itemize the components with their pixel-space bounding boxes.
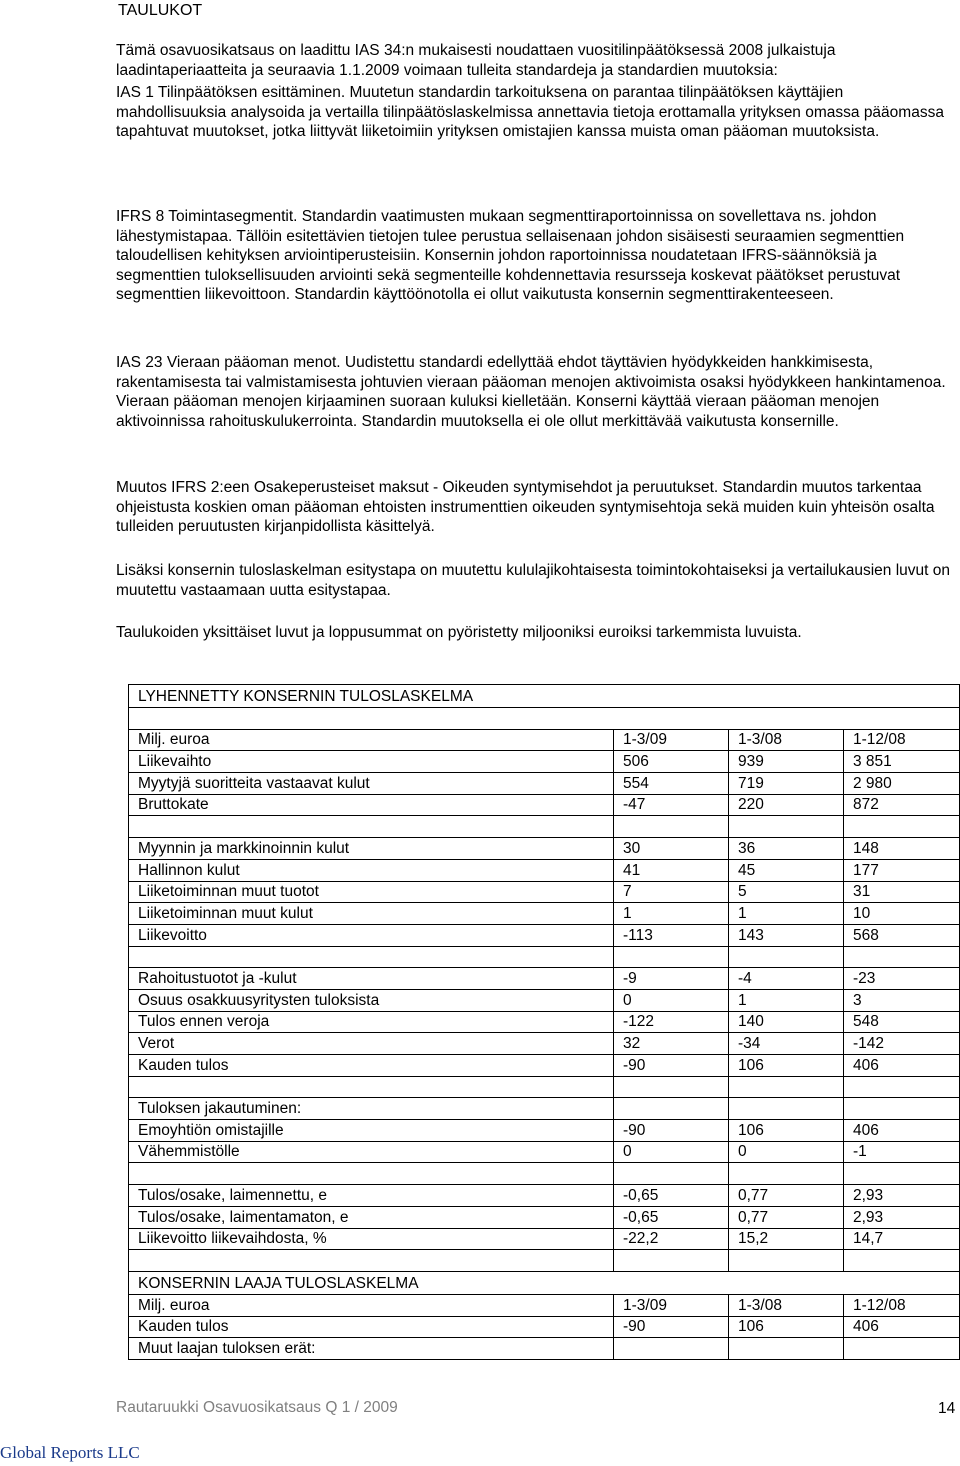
income-statement-row	[129, 1185, 960, 1207]
col-1-3-09: -90	[614, 1055, 729, 1077]
col-1-3-08	[729, 1163, 844, 1185]
col-1-12-08: 406	[844, 1120, 960, 1142]
comprehensive-statement-header	[129, 1294, 960, 1316]
income-statement-row	[129, 859, 960, 881]
income-statement-header	[129, 729, 960, 751]
brand-watermark: Global Reports LLC	[0, 1443, 140, 1462]
col-1-12-08: 1-12/08	[844, 729, 960, 751]
income-statement-row	[129, 946, 960, 968]
row-label: Muut laajan tuloksen erät:	[129, 1338, 614, 1360]
comprehensive-statement-title-text: KONSERNIN LAAJA TULOSLASKELMA	[129, 1271, 960, 1294]
page-heading: TAULUKOT	[118, 2, 203, 19]
col-1-3-09	[614, 1098, 729, 1120]
col-1-3-09: -47	[614, 794, 729, 816]
income-statement-row	[129, 924, 960, 946]
row-label: Rahoitustuotot ja -kulut	[129, 968, 614, 990]
income-statement-row	[129, 751, 960, 773]
row-label: Vähemmistölle	[129, 1141, 614, 1163]
row-label: Emoyhtiön omistajille	[129, 1120, 614, 1142]
spacer-row	[129, 708, 960, 730]
row-label: Liiketoiminnan muut kulut	[129, 903, 614, 925]
row-label: Tulos ennen veroja	[129, 1011, 614, 1033]
col-1-12-08: -23	[844, 968, 960, 990]
ifrs8-paragraph: IFRS 8 Toimintasegmentit. Standardin vaatimusten mukaan segmenttiraportoinnissa on sovellettava ns. johdon lähestymistapaa. Tällöin esitettävien tietojen tulee perustua sellaisenaan johdon sisäisesti seuraamien segmenttien taloudellisen kehityksen arviointiperusteisiin. Konsernin johdon raportoinnissa noudatetaan IFRS-säännöksiä ja segmenttien tuloksellisuuden arviointi sekä segmenteille kohdennettavia resursseja koskevat päätökset perustuvat segmenttien liikevoittoon. Standardin käyttöönotolla ei ollut vaikutusta konsernin segmenttirakenteeseen.	[116, 208, 905, 304]
income-statement-row	[129, 881, 960, 903]
row-label: Myynnin ja markkinoinnin kulut	[129, 838, 614, 860]
col-1-3-09: -9	[614, 968, 729, 990]
col-1-3-09: -113	[614, 924, 729, 946]
income-statement-title	[129, 685, 960, 708]
col-1-3-08: 1-3/08	[729, 1294, 844, 1316]
row-label	[129, 1163, 614, 1185]
col-1-3-08: 15,2	[729, 1228, 844, 1250]
income-statement-row	[129, 838, 960, 860]
col-1-12-08: 3	[844, 989, 960, 1011]
income-statement-row	[129, 1250, 960, 1272]
col-1-3-09: -122	[614, 1011, 729, 1033]
col-1-3-09: 1-3/09	[614, 729, 729, 751]
income-statement-row	[129, 1011, 960, 1033]
col-1-12-08	[844, 1098, 960, 1120]
col-1-3-09: 1-3/09	[614, 1294, 729, 1316]
col-1-12-08: 568	[844, 924, 960, 946]
col-1-3-08: 719	[729, 773, 844, 795]
income-statement-row	[129, 1163, 960, 1185]
col-1-12-08	[844, 1338, 960, 1360]
col-1-12-08	[844, 1250, 960, 1272]
rounding-paragraph: Taulukoiden yksittäiset luvut ja loppusummat on pyöristetty miljooniksi euroiksi tarkemmista luvuista.	[116, 624, 802, 641]
presentation-change-paragraph: Lisäksi konsernin tuloslaskelman esitystapa on muutettu kululajikohtaisesta toimintokohtaiseksi ja vertailukausien luvut on muutettu vastaamaan uutta esitystapaa.	[116, 562, 950, 599]
income-statement-row	[129, 1098, 960, 1120]
col-1-3-08: 0,77	[729, 1185, 844, 1207]
col-1-3-09: -90	[614, 1120, 729, 1142]
col-1-12-08: 10	[844, 903, 960, 925]
col-1-3-09: 554	[614, 773, 729, 795]
col-1-3-08: 0,77	[729, 1206, 844, 1228]
col-1-3-08: 106	[729, 1120, 844, 1142]
row-label: Bruttokate	[129, 794, 614, 816]
col-1-3-08: 939	[729, 751, 844, 773]
col-1-12-08	[844, 816, 960, 838]
col-1-3-08	[729, 946, 844, 968]
col-1-3-09: 1	[614, 903, 729, 925]
row-label: Tulos/osake, laimennettu, e	[129, 1185, 614, 1207]
col-1-3-08	[729, 816, 844, 838]
col-1-3-09	[614, 946, 729, 968]
col-1-3-09	[614, 1338, 729, 1360]
income-statement-title-text: LYHENNETTY KONSERNIN TULOSLASKELMA	[129, 685, 960, 708]
col-1-12-08: 31	[844, 881, 960, 903]
income-statement-row	[129, 1228, 960, 1250]
row-label: Liikevoitto liikevaihdosta, %	[129, 1228, 614, 1250]
col-1-3-09: 30	[614, 838, 729, 860]
col-1-3-09: 0	[614, 989, 729, 1011]
col-1-3-08	[729, 1250, 844, 1272]
income-statement-row	[129, 1141, 960, 1163]
row-label: Milj. euroa	[129, 729, 614, 751]
col-1-12-08	[844, 1163, 960, 1185]
income-statement-row	[129, 1076, 960, 1098]
col-1-3-08: -4	[729, 968, 844, 990]
col-1-3-09	[614, 1250, 729, 1272]
col-1-3-08: 45	[729, 859, 844, 881]
col-1-3-09: 7	[614, 881, 729, 903]
col-1-12-08: 872	[844, 794, 960, 816]
col-1-3-09	[614, 1163, 729, 1185]
comprehensive-statement-row	[129, 1316, 960, 1338]
col-1-3-08: 220	[729, 794, 844, 816]
col-1-3-09: -0,65	[614, 1185, 729, 1207]
col-1-12-08: 2,93	[844, 1185, 960, 1207]
row-label: Myytyjä suoritteita vastaavat kulut	[129, 773, 614, 795]
col-1-3-09: 41	[614, 859, 729, 881]
income-statement-row	[129, 1120, 960, 1142]
col-1-12-08: 3 851	[844, 751, 960, 773]
col-1-3-08	[729, 1076, 844, 1098]
financial-tables	[128, 684, 960, 1360]
row-label: Kauden tulos	[129, 1316, 614, 1338]
col-1-3-08: 140	[729, 1011, 844, 1033]
col-1-3-08: 1	[729, 989, 844, 1011]
row-label: Tuloksen jakautuminen:	[129, 1098, 614, 1120]
col-1-3-08: -34	[729, 1033, 844, 1055]
row-label: Liiketoiminnan muut tuotot	[129, 881, 614, 903]
footer-page-number: 14	[938, 1400, 956, 1417]
col-1-3-09: 32	[614, 1033, 729, 1055]
row-label: Milj. euroa	[129, 1294, 614, 1316]
ias23-paragraph: IAS 23 Vieraan pääoman menot. Uudistettu standardi edellyttää ehdot täyttävien hyödykkeiden hankkimisesta, rakentamisesta tai valmistamisesta johtuvien vieraan pääoman menojen aktivoimista osaksi hyödykkeen hankintamenoa. Vieraan pääoman menojen kirjaaminen suoraan kuluksi kielletään. Konserni käyttää vieraan pääoman menojen aktivoinnissa rahoituskulukerrointa. Standardin muutoksella ei ole ollut merkittävää vaikutusta konsernille.	[116, 354, 946, 430]
col-1-3-09: -0,65	[614, 1206, 729, 1228]
spacer-cell	[129, 708, 960, 730]
comprehensive-statement-title	[129, 1271, 960, 1294]
income-statement-row	[129, 794, 960, 816]
row-label: Hallinnon kulut	[129, 859, 614, 881]
income-statement-row	[129, 1206, 960, 1228]
col-1-12-08: 548	[844, 1011, 960, 1033]
income-statement-row	[129, 773, 960, 795]
row-label	[129, 1076, 614, 1098]
col-1-3-09: 0	[614, 1141, 729, 1163]
income-statement-row	[129, 1055, 960, 1077]
comprehensive-statement-row	[129, 1338, 960, 1360]
col-1-12-08	[844, 1076, 960, 1098]
col-1-12-08: -142	[844, 1033, 960, 1055]
col-1-12-08: 406	[844, 1055, 960, 1077]
income-statement-row	[129, 903, 960, 925]
footer-report-name: Rautaruukki Osavuosikatsaus Q 1 / 2009	[116, 1399, 398, 1416]
col-1-12-08: 406	[844, 1316, 960, 1338]
col-1-12-08	[844, 946, 960, 968]
ifrs2-paragraph: Muutos IFRS 2:een Osakeperusteiset maksut - Oikeuden syntymisehdot ja peruutukset. Standardin muutos tarkentaa ohjeistusta koskien oman pääoman ehtoisten instrumenttien oikeuden syntymisehtoja sekä muiden kuin yhteisön osalta tulleiden peruutusten kirjanpidollista käsittelyä.	[116, 479, 935, 536]
col-1-3-08	[729, 1098, 844, 1120]
col-1-3-08: 0	[729, 1141, 844, 1163]
col-1-12-08: 2 980	[844, 773, 960, 795]
row-label	[129, 946, 614, 968]
col-1-3-09	[614, 1076, 729, 1098]
row-label: Osuus osakkuusyritysten tuloksista	[129, 989, 614, 1011]
ias1-paragraph: IAS 1 Tilinpäätöksen esittäminen. Muutetun standardin tarkoituksena on parantaa tilinpäätöksen käyttäjien mahdollisuuksia analysoida ja vertailla tilinpäätöslaskelmissa annettavia tietoja erottamalla yrityksen omassa pääomassa tapahtuvat muutokset, jotka liittyvät liiketoimiin yrityksen omistajien kanssa muista oman pääoman muutoksista.	[116, 84, 944, 141]
col-1-12-08: 148	[844, 838, 960, 860]
col-1-3-08: 36	[729, 838, 844, 860]
row-label: Tulos/osake, laimentamaton, e	[129, 1206, 614, 1228]
col-1-3-08: 1-3/08	[729, 729, 844, 751]
income-statement-row	[129, 1033, 960, 1055]
col-1-12-08: 14,7	[844, 1228, 960, 1250]
col-1-3-09: -90	[614, 1316, 729, 1338]
col-1-12-08: 2,93	[844, 1206, 960, 1228]
col-1-12-08: 1-12/08	[844, 1294, 960, 1316]
col-1-3-08: 5	[729, 881, 844, 903]
col-1-12-08: -1	[844, 1141, 960, 1163]
col-1-3-08: 106	[729, 1055, 844, 1077]
col-1-12-08: 177	[844, 859, 960, 881]
row-label: Kauden tulos	[129, 1055, 614, 1077]
col-1-3-09	[614, 816, 729, 838]
row-label: Verot	[129, 1033, 614, 1055]
col-1-3-09: 506	[614, 751, 729, 773]
income-statement-row	[129, 968, 960, 990]
row-label: Liikevaihto	[129, 751, 614, 773]
col-1-3-08	[729, 1338, 844, 1360]
intro-paragraph: Tämä osavuosikatsaus on laadittu IAS 34:n mukaisesti noudattaen vuositilinpäätöksessä 2008 julkaistuja laadintaperiaatteita ja seuraavia 1.1.2009 voimaan tulleita standardeja ja standardien muutoksia:	[116, 42, 836, 79]
col-1-3-09: -22,2	[614, 1228, 729, 1250]
row-label	[129, 816, 614, 838]
col-1-3-08: 106	[729, 1316, 844, 1338]
row-label	[129, 1250, 614, 1272]
income-statement-row	[129, 989, 960, 1011]
col-1-3-08: 143	[729, 924, 844, 946]
income-statement-row	[129, 816, 960, 838]
row-label: Liikevoitto	[129, 924, 614, 946]
col-1-3-08: 1	[729, 903, 844, 925]
